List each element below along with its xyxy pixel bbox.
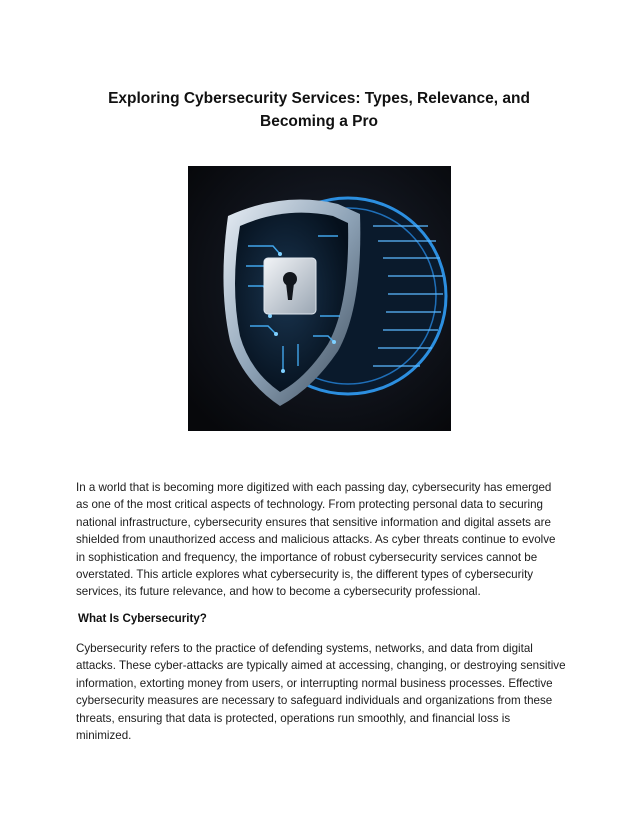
intro-paragraph: In a world that is becoming more digitized with each passing day, cybersecurity has emerged as one of the most critical aspects of technology. From protecting personal data to securing national infrastructure, cybersecurity ensures that sensitive information and digital assets are shielded from unauthorized access and malicious attacks. As cyber threats continue to evolve in sophistication and frequency, the importance of robust cybersecurity services cannot be overstated. This article explores what cybersecurity is, the different types of cybersecurity services, its future relevance, and how to become a cybersecurity professional. [76, 481, 556, 599]
shield-lock-icon [188, 166, 451, 431]
cybersecurity-shield-image [188, 166, 451, 431]
section-heading: What Is Cybersecurity? [78, 612, 207, 625]
page-title: Exploring Cybersecurity Services: Types, Relevance, and Becoming a Pro [108, 90, 530, 131]
section-paragraph: Cybersecurity refers to the practice of defending systems, networks, and data from digital attacks. These cyber-attacks are typically aimed at accessing, changing, or destroying sensitive information, extorting money from users, or interrupting normal business processes. Effective cybersecurity measures are necessary to safeguard individuals and organizations from these threats, ensuring that data is protected, operations run smoothly, and financial loss is minimized. [76, 642, 566, 743]
